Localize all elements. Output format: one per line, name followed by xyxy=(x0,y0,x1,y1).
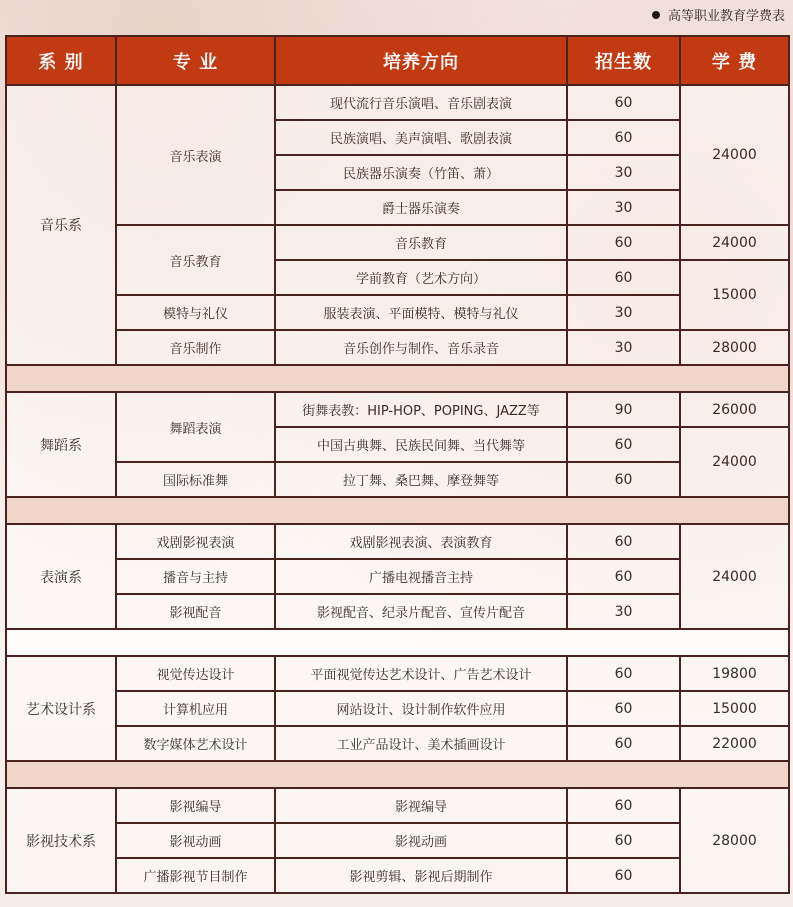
table-row xyxy=(6,330,789,365)
count-cell: 60 xyxy=(567,788,680,823)
count-cell: 60 xyxy=(567,524,680,559)
header-department: 系 别 xyxy=(6,36,116,85)
table-caption xyxy=(652,5,785,24)
major-cell: 视觉传达设计 xyxy=(116,656,275,691)
count-cell: 30 xyxy=(567,295,680,330)
count-cell: 60 xyxy=(567,427,680,462)
caption-text: 高等职业教育学费表 xyxy=(667,9,785,24)
spacer-row xyxy=(6,497,789,524)
spacer-cell xyxy=(6,629,789,656)
table-row xyxy=(6,823,789,858)
fee-cell: 15000 xyxy=(680,260,789,330)
major-cell: 模特与礼仪 xyxy=(116,295,275,330)
department-cell: 音乐系 xyxy=(6,85,116,365)
count-cell: 60 xyxy=(567,858,680,893)
count-cell: 60 xyxy=(567,726,680,761)
count-cell: 30 xyxy=(567,594,680,629)
major-cell: 影视动画 xyxy=(116,823,275,858)
table-row xyxy=(6,295,789,330)
table-row xyxy=(6,691,789,726)
fee-cell: 24000 xyxy=(680,85,789,225)
table-row xyxy=(6,462,789,497)
spacer-row xyxy=(6,629,789,656)
count-cell: 60 xyxy=(567,120,680,155)
major-cell: 音乐制作 xyxy=(116,330,275,365)
direction-cell: 平面视觉传达艺术设计、广告艺术设计 xyxy=(275,656,567,691)
count-cell: 60 xyxy=(567,85,680,120)
direction-cell: 音乐教育 xyxy=(275,225,567,260)
direction-cell: 戏剧影视表演、表演教育 xyxy=(275,524,567,559)
count-cell: 60 xyxy=(567,656,680,691)
department-cell: 舞蹈系 xyxy=(6,392,116,497)
count-cell: 60 xyxy=(567,691,680,726)
major-cell: 国际标准舞 xyxy=(116,462,275,497)
table-row xyxy=(6,392,789,427)
direction-cell: 民族器乐演奏（竹笛、萧） xyxy=(275,155,567,190)
fee-cell: 22000 xyxy=(680,726,789,761)
direction-cell: 学前教育（艺术方向） xyxy=(275,260,567,295)
spacer-cell xyxy=(6,365,789,392)
tuition-table xyxy=(5,35,790,894)
table-row xyxy=(6,656,789,691)
fee-cell: 28000 xyxy=(680,788,789,893)
table-row xyxy=(6,788,789,823)
header-direction: 培养方向 xyxy=(275,36,567,85)
direction-cell: 影视编导 xyxy=(275,788,567,823)
major-cell: 音乐表演 xyxy=(116,85,275,225)
major-cell: 数字媒体艺术设计 xyxy=(116,726,275,761)
table-row xyxy=(6,858,789,893)
spacer-cell xyxy=(6,761,789,788)
header-enrollment: 招生数 xyxy=(567,36,680,85)
major-cell: 戏剧影视表演 xyxy=(116,524,275,559)
table-row xyxy=(6,524,789,559)
count-cell: 30 xyxy=(567,190,680,225)
count-cell: 90 xyxy=(567,392,680,427)
major-cell: 音乐教育 xyxy=(116,225,275,295)
table-row xyxy=(6,594,789,629)
major-cell: 影视编导 xyxy=(116,788,275,823)
table-row xyxy=(6,225,789,260)
fee-cell: 19800 xyxy=(680,656,789,691)
count-cell: 60 xyxy=(567,260,680,295)
count-cell: 30 xyxy=(567,330,680,365)
fee-cell: 24000 xyxy=(680,524,789,629)
direction-cell: 网站设计、设计制作软件应用 xyxy=(275,691,567,726)
direction-cell: 中国古典舞、民族民间舞、当代舞等 xyxy=(275,427,567,462)
direction-cell: 影视配音、纪录片配音、宣传片配音 xyxy=(275,594,567,629)
header-fee: 学 费 xyxy=(680,36,789,85)
direction-cell: 民族演唱、美声演唱、歌剧表演 xyxy=(275,120,567,155)
department-cell: 影视技术系 xyxy=(6,788,116,893)
spacer-row xyxy=(6,761,789,788)
direction-cell: 服装表演、平面模特、模特与礼仪 xyxy=(275,295,567,330)
fee-cell: 15000 xyxy=(680,691,789,726)
direction-cell: 音乐创作与制作、音乐录音 xyxy=(275,330,567,365)
count-cell: 60 xyxy=(567,559,680,594)
header-row xyxy=(6,36,789,85)
major-cell: 影视配音 xyxy=(116,594,275,629)
direction-cell: 拉丁舞、桑巴舞、摩登舞等 xyxy=(275,462,567,497)
bullet-icon xyxy=(652,11,660,19)
direction-cell: 爵士器乐演奏 xyxy=(275,190,567,225)
major-cell: 播音与主持 xyxy=(116,559,275,594)
department-cell: 表演系 xyxy=(6,524,116,629)
spacer-row xyxy=(6,365,789,392)
direction-cell: 现代流行音乐演唱、音乐剧表演 xyxy=(275,85,567,120)
table-row xyxy=(6,726,789,761)
major-cell: 广播影视节目制作 xyxy=(116,858,275,893)
table-row xyxy=(6,85,789,120)
direction-cell: 街舞表教：HIP-HOP、POPING、JAZZ等 xyxy=(275,392,567,427)
count-cell: 60 xyxy=(567,823,680,858)
major-cell: 计算机应用 xyxy=(116,691,275,726)
direction-cell: 广播电视播音主持 xyxy=(275,559,567,594)
table-row xyxy=(6,559,789,594)
header-major: 专 业 xyxy=(116,36,275,85)
department-cell: 艺术设计系 xyxy=(6,656,116,761)
fee-cell: 28000 xyxy=(680,330,789,365)
fee-cell: 26000 xyxy=(680,392,789,427)
count-cell: 60 xyxy=(567,225,680,260)
count-cell: 60 xyxy=(567,462,680,497)
major-cell: 舞蹈表演 xyxy=(116,392,275,462)
spacer-cell xyxy=(6,497,789,524)
direction-cell: 工业产品设计、美术插画设计 xyxy=(275,726,567,761)
direction-cell: 影视动画 xyxy=(275,823,567,858)
fee-cell: 24000 xyxy=(680,427,789,497)
fee-cell: 24000 xyxy=(680,225,789,260)
direction-cell: 影视剪辑、影视后期制作 xyxy=(275,858,567,893)
count-cell: 30 xyxy=(567,155,680,190)
